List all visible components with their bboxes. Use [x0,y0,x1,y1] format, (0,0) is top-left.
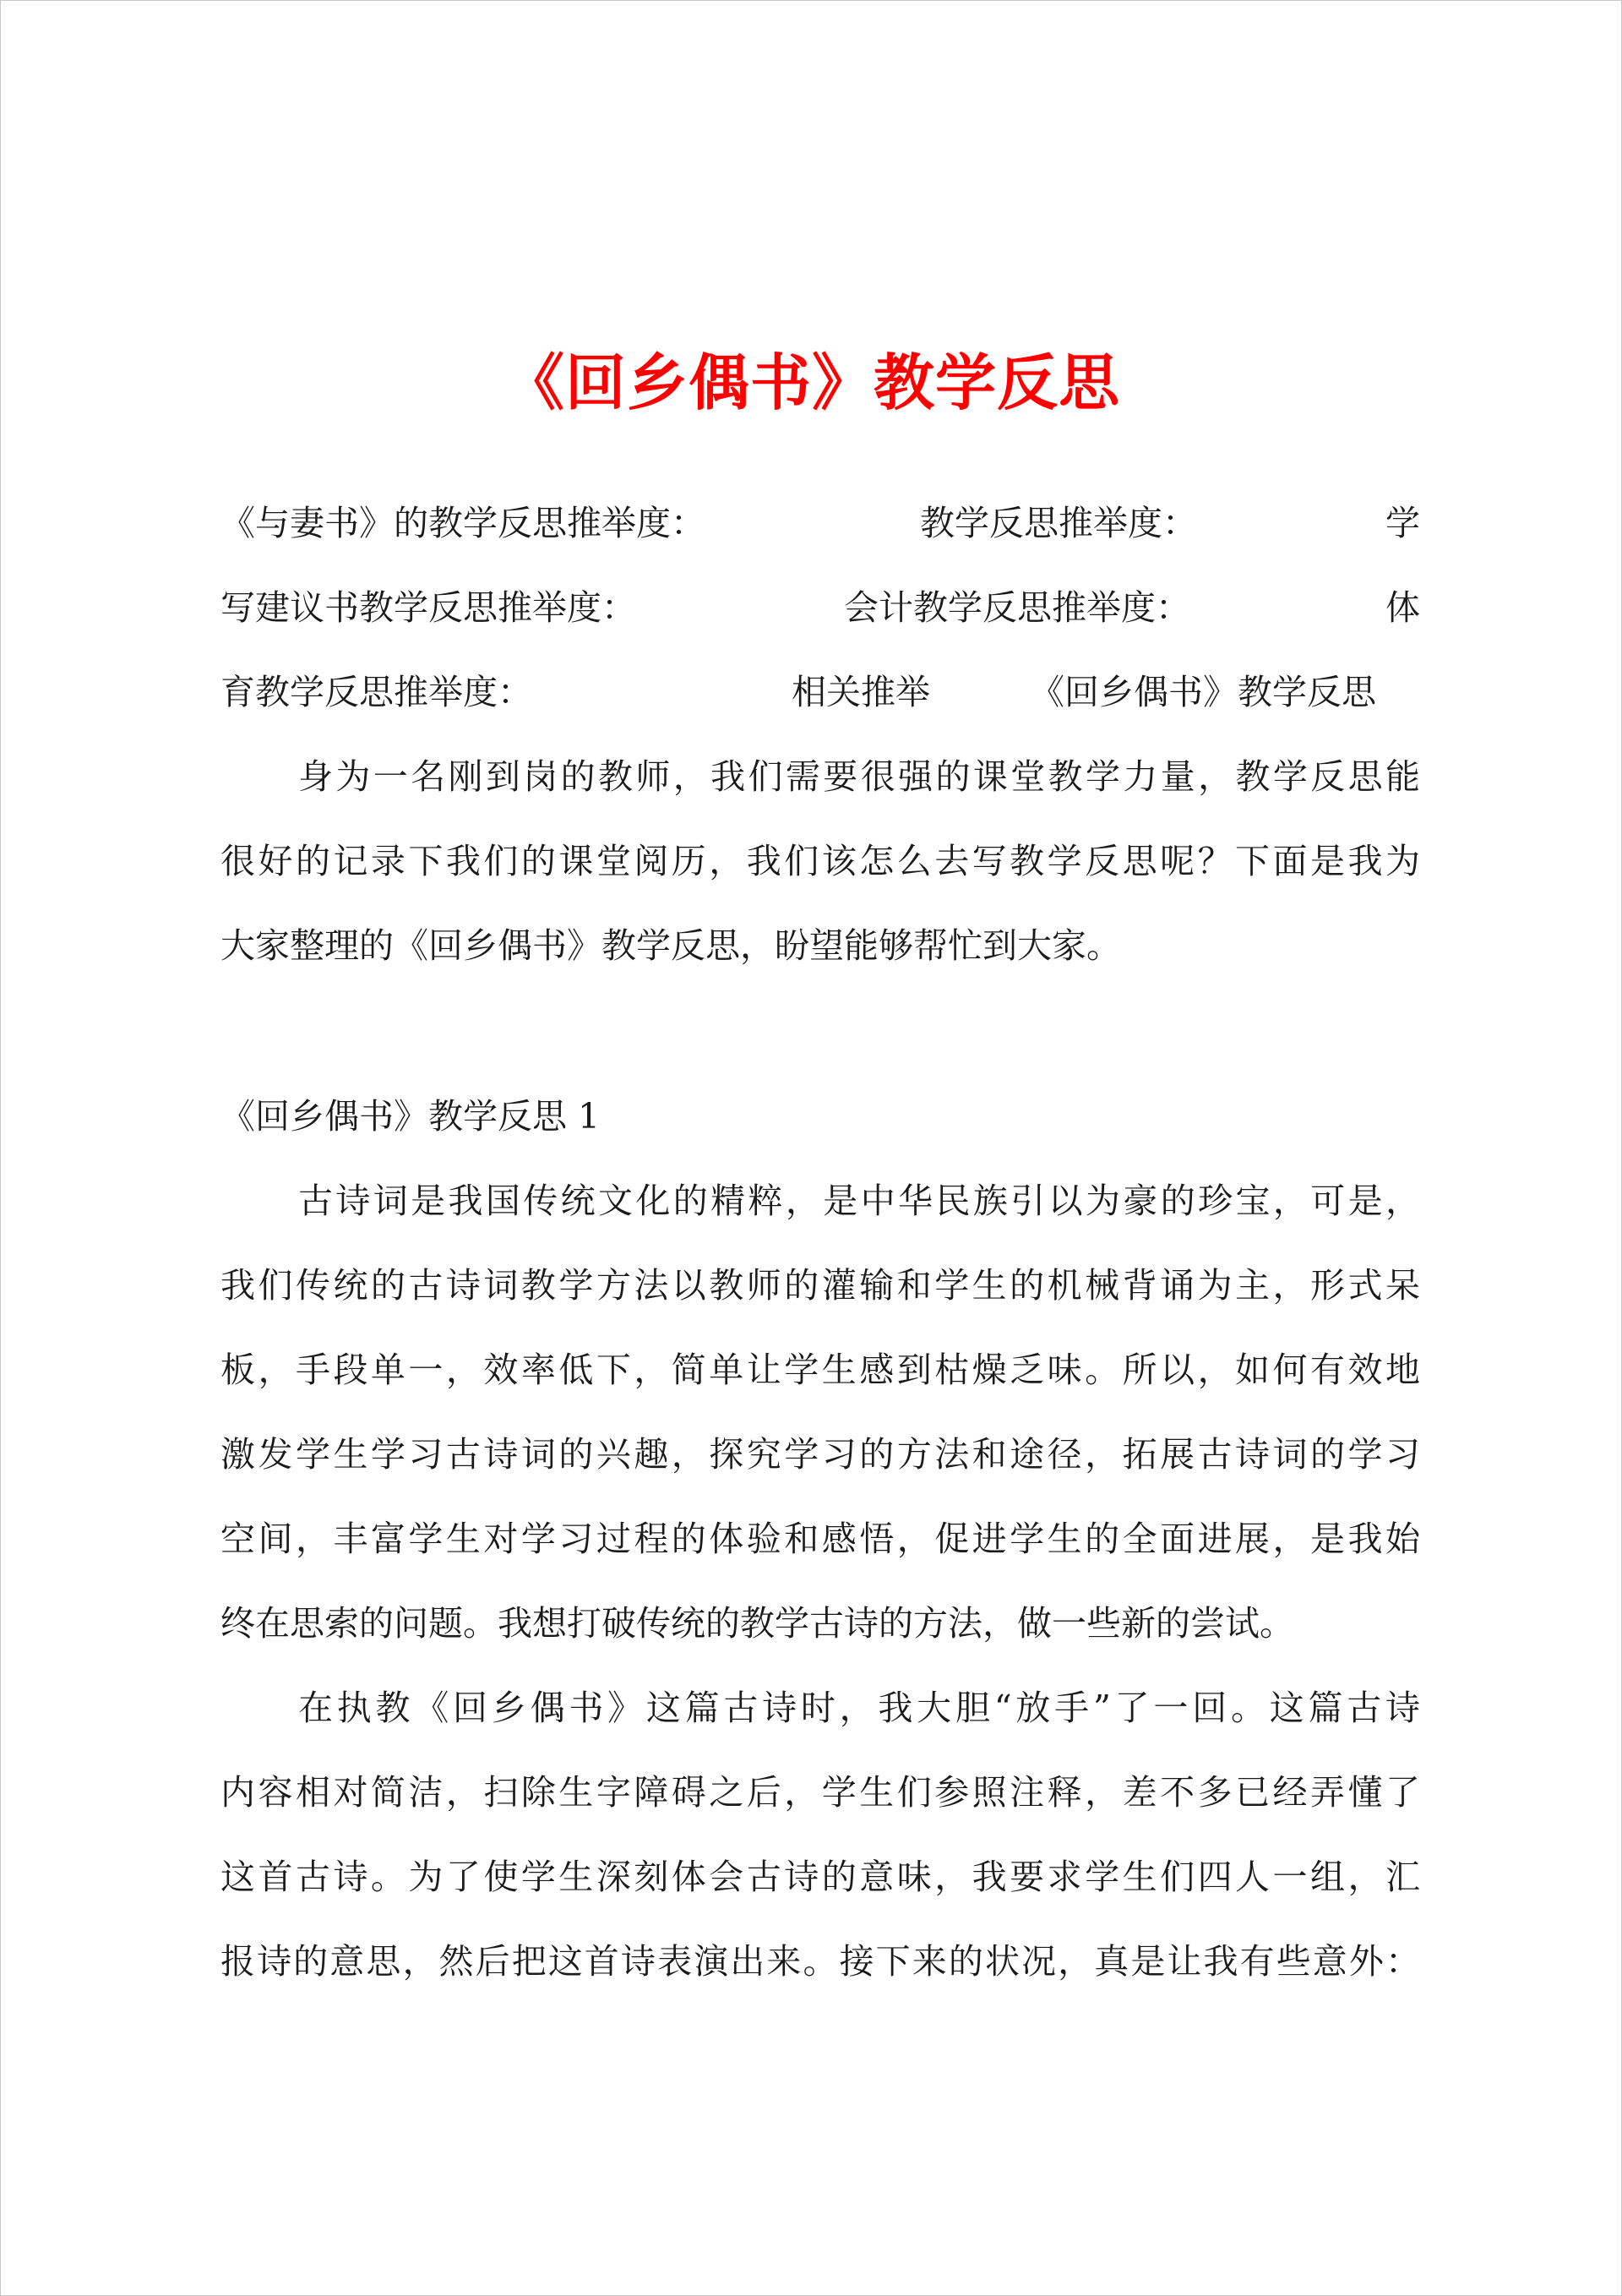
paragraph-line: 板，手段单一，效率低下，简单让学生感到枯燥乏味。所以，如何有效地 [220,1350,1420,1390]
related-label: 相关推举 [792,672,930,712]
paragraph-line: 古诗词是我国传统文化的精粹，是中华民族引以为豪的珍宝，可是， [298,1181,1420,1221]
intro-line: 很好的记录下我们的课堂阅历，我们该怎么去写教学反思呢？下面是我为 [220,841,1420,881]
paragraph-line: 终在思索的问题。我想打破传统的教学古诗的方法，做一些新的尝试。 [220,1603,1294,1644]
document-title: 《回乡偶书》教学反思 [503,346,1120,418]
recommend-link[interactable]: 会计教学反思推举度： [844,587,1190,628]
intro-line: 身为一名刚到岗的教师，我们需要很强的课堂教学力量，教学反思能 [298,756,1420,797]
paragraph-line: 在执教《回乡偶书》这篇古诗时，我大胆“放手”了一回。这篇古诗 [298,1688,1420,1728]
recommend-link[interactable]: 《回乡偶书》教学反思 [1030,672,1376,712]
recommend-link[interactable]: 体 [1385,587,1420,628]
section-heading: 《回乡偶书》教学反思 1 [220,1096,601,1137]
paragraph-line: 内容相对简洁，扫除生字障碍之后，学生们参照注释，差不多已经弄懂了 [220,1772,1420,1813]
paragraph-line: 这首古诗。为了使学生深刻体会古诗的意味，我要求学生们四人一组，汇 [220,1857,1420,1897]
recommend-link[interactable]: 育教学反思推举度： [220,672,532,712]
intro-line: 大家整理的《回乡偶书》教学反思，盼望能够帮忙到大家。 [220,925,1121,966]
paragraph-line: 我们传统的古诗词教学方法以教师的灌输和学生的机械背诵为主，形式呆 [220,1265,1420,1306]
recommend-link[interactable]: 《与妻书》的教学反思推举度： [220,503,705,543]
recommend-link[interactable]: 学 [1385,503,1420,543]
recommend-row [220,582,1420,633]
paragraph-line: 报诗的意思，然后把这首诗表演出来。接下来的状况，真是让我有些意外： [220,1941,1420,1982]
recommend-row [220,667,1420,717]
recommend-link[interactable]: 教学反思推举度： [920,503,1197,543]
recommend-link[interactable]: 写建议书教学反思推举度： [220,587,636,628]
paragraph-line: 空间，丰富学生对学习过程的体验和感悟，促进学生的全面进展，是我始 [220,1519,1420,1559]
paragraph-line: 激发学生学习古诗词的兴趣，探究学习的方法和途径，拓展古诗词的学习 [220,1434,1420,1475]
recommend-row [220,498,1420,548]
